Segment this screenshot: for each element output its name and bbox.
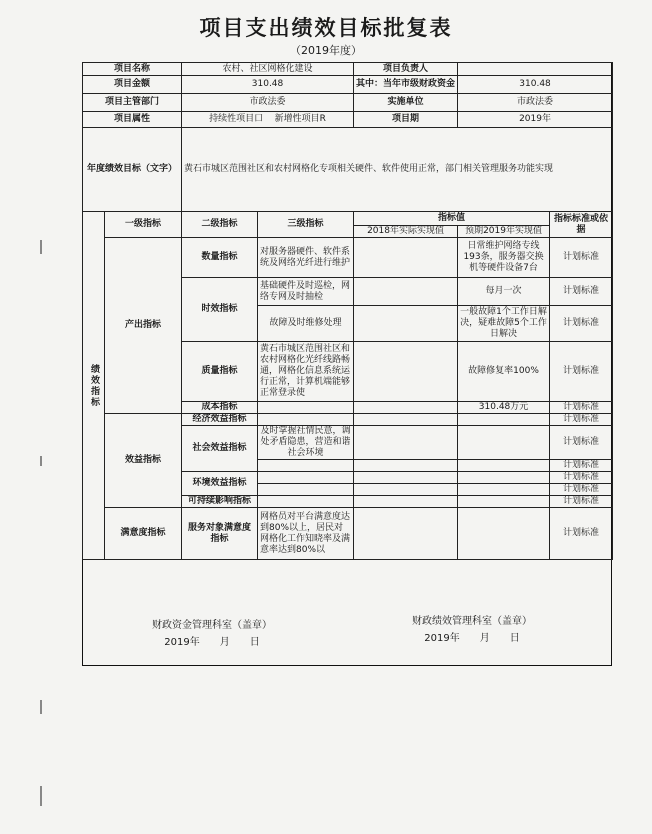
- cell-actual: [354, 306, 458, 342]
- cell-expected: [458, 426, 550, 460]
- cell-l3: [258, 402, 354, 414]
- label-amount: 项目金额: [83, 76, 182, 94]
- header-expected-2019: 预期2019年实现值: [458, 226, 550, 238]
- row-attr: [83, 112, 613, 128]
- cell-expected: [458, 496, 550, 508]
- value-dept: 市政法委: [182, 94, 354, 112]
- cell-actual: [354, 484, 458, 496]
- header-actual-2018: 2018年实际实现值: [354, 226, 458, 238]
- header-standard: 指标标准或依据: [550, 212, 613, 238]
- cell-l3: 对服务器硬件、软件系统及网络光纤进行维护: [258, 238, 354, 278]
- cell-expected: 日常维护网络专线193条，服务器交换机等硬件设备7台: [458, 238, 550, 278]
- cell-expected: [458, 484, 550, 496]
- cell-l2: 服务对象满意度指标: [182, 508, 258, 560]
- value-amount: 310.48: [182, 76, 354, 94]
- cell-expected: 每月一次: [458, 278, 550, 306]
- page-title: 项目支出绩效目标批复表: [199, 16, 453, 40]
- cell-l2: 社会效益指标: [182, 426, 258, 472]
- label-project-name: 项目名称: [83, 63, 182, 76]
- attr-continuous: 持续性项目口: [209, 114, 264, 124]
- cell-actual: [354, 414, 458, 426]
- signature-left: [132, 616, 292, 648]
- cell-expected: [458, 414, 550, 426]
- value-goal: 黄石市城区范围社区和农村网格化专项相关硬件、软件使用正常，部门相关管理服务功能实现: [182, 128, 613, 212]
- value-period: 2019年: [458, 112, 613, 128]
- group-satisfaction: 满意度指标: [105, 508, 182, 560]
- cell-std: 计划标准: [550, 342, 613, 402]
- cell-std: 计划标准: [550, 472, 613, 484]
- right-office: 财政绩效管理科室（盖章）: [412, 616, 532, 627]
- cell-actual: [354, 426, 458, 460]
- margin-mark: [40, 700, 42, 714]
- header-level2: 二级指标: [182, 212, 258, 238]
- cell-std: 计划标准: [550, 238, 613, 278]
- cell-actual: [354, 472, 458, 484]
- value-unit: 市政法委: [458, 94, 613, 112]
- cell-actual: [354, 402, 458, 414]
- cell-std: 计划标准: [550, 414, 613, 426]
- cell-actual: [354, 496, 458, 508]
- cell-l2: 数量指标: [182, 238, 258, 278]
- cell-l2: 成本指标: [182, 402, 258, 414]
- cell-l2: 质量指标: [182, 342, 258, 402]
- cell-std: 计划标准: [550, 508, 613, 560]
- cell-actual: [354, 460, 458, 472]
- cell-l3: [258, 414, 354, 426]
- cell-actual: [354, 508, 458, 560]
- value-attr: [182, 112, 354, 128]
- cell-l2: 时效指标: [182, 278, 258, 342]
- cell-l3: [258, 472, 354, 484]
- cell-std: 计划标准: [550, 484, 613, 496]
- row-project-name: [83, 63, 613, 76]
- label-leader: 项目负责人: [354, 63, 458, 76]
- label-goal: 年度绩效目标（文字）: [83, 128, 182, 212]
- table-row: [83, 238, 613, 278]
- cell-std: 计划标准: [550, 460, 613, 472]
- year-label: （2019年度）: [290, 44, 362, 57]
- label-attr: 项目属性: [83, 112, 182, 128]
- margin-mark: [40, 786, 42, 806]
- cell-l3: [258, 484, 354, 496]
- cell-l3: 网格员对平台满意度达到80%以上，居民对网格化工作知晓率及满意率达到80%以: [258, 508, 354, 560]
- cell-l2: 经济效益指标: [182, 414, 258, 426]
- row-header-1: [83, 212, 613, 226]
- group-benefit: 效益指标: [105, 414, 182, 508]
- cell-expected: 一般故障1个工作日解决，疑难故障5个工作日解决: [458, 306, 550, 342]
- cell-l3: 及时掌握社情民意，调处矛盾隐患，营造和谐社会环境: [258, 426, 354, 460]
- table-row: [83, 508, 613, 560]
- cell-l3: 故障及时维修处理: [258, 306, 354, 342]
- margin-mark: [40, 456, 42, 466]
- cell-std: 计划标准: [550, 402, 613, 414]
- header-value: 指标值: [354, 212, 550, 226]
- cell-std: 计划标准: [550, 496, 613, 508]
- label-period: 项目期: [354, 112, 458, 128]
- approval-table: [82, 62, 613, 560]
- label-fund: 其中：当年市级财政资金: [354, 76, 458, 94]
- cell-actual: [354, 342, 458, 402]
- cell-std: 计划标准: [550, 426, 613, 460]
- cell-l3: 基础硬件及时巡检，网络专网及时抽检: [258, 278, 354, 306]
- row-goal: [83, 128, 613, 212]
- signature-right: [392, 612, 552, 644]
- attr-new: 新增性项目R: [274, 114, 326, 124]
- cell-expected: [458, 508, 550, 560]
- cell-actual: [354, 238, 458, 278]
- cell-l3: 黄石市城区范围社区和农村网格化光纤线路畅通，网格化信息系统运行正常，计算机端能够正常登录使: [258, 342, 354, 402]
- cell-std: 计划标准: [550, 278, 613, 306]
- cell-expected: [458, 472, 550, 484]
- cell-actual: [354, 278, 458, 306]
- cell-std: 计划标准: [550, 306, 613, 342]
- left-office: 财政资金管理科室（盖章）: [152, 620, 272, 631]
- value-leader: [458, 63, 613, 76]
- label-dept: 项目主管部门: [83, 94, 182, 112]
- header-level1: 一级指标: [105, 212, 182, 238]
- left-date: 2019年 月 日: [164, 637, 260, 648]
- cell-expected: [458, 460, 550, 472]
- header-level3: 三级指标: [258, 212, 354, 238]
- value-project-name: 农村、社区网格化建设: [182, 63, 354, 76]
- cell-l3: [258, 496, 354, 508]
- group-output: 产出指标: [105, 238, 182, 414]
- row-dept: [83, 94, 613, 112]
- value-fund: 310.48: [458, 76, 613, 94]
- right-date: 2019年 月 日: [424, 633, 520, 644]
- table-row: [83, 414, 613, 426]
- cell-l3: [258, 460, 354, 472]
- row-amount: [83, 76, 613, 94]
- cell-l2: 环境效益指标: [182, 472, 258, 496]
- cell-expected: 故障修复率100%: [458, 342, 550, 402]
- cell-expected: 310.48万元: [458, 402, 550, 414]
- perf-label: 绩效指标: [83, 212, 105, 560]
- margin-mark: [40, 240, 42, 254]
- label-unit: 实施单位: [354, 94, 458, 112]
- cell-l2: 可持续影响指标: [182, 496, 258, 508]
